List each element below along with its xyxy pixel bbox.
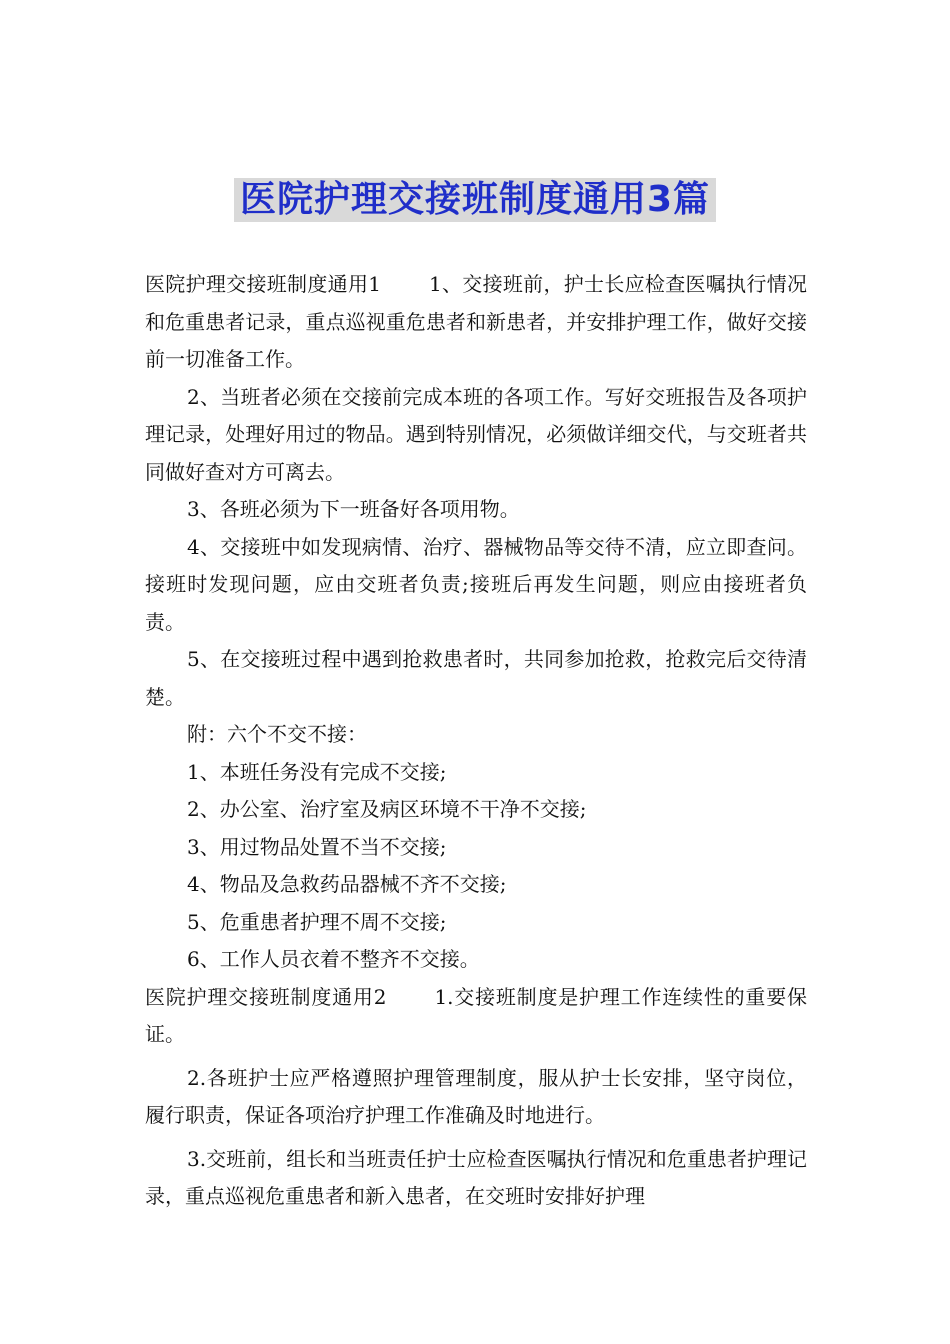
paragraph-appendix-item4: 4、物品及急救药品器械不齐不交接; (187, 872, 507, 896)
document-title: 医院护理交接班制度通用3篇 (234, 178, 716, 222)
paragraph-section2-item3: 3.交班前，组长和当班责任护士应检查医嘱执行情况和危重患者护理记录，重点巡视危重患者和新入患者，在交班时安排好护理 (145, 1146, 807, 1208)
paragraph-appendix-item5: 5、危重患者护理不周不交接; (187, 909, 447, 934)
paragraph-appendix-item3: 3、用过物品处置不当不交接; (187, 834, 447, 859)
paragraph-section1-item1 (145, 266, 807, 379)
section-heading-1: 医院护理交接班制度通用1 (145, 272, 381, 296)
paragraph-section2-item2: 2.各班护士应严格遵照护理管理制度，服从护士长安排，坚守岗位， 履行职责，保证各项治疗护理工作准确及时地进行。 (145, 1065, 807, 1127)
section-heading-2: 医院护理交接班制度通用2 (145, 984, 387, 1009)
title-container (0, 178, 950, 222)
document-body (145, 266, 807, 1216)
paragraph-section1-item4: 4、交接班中如发现病情、治疗、器械物品等交待不清，应立即查问。接班时发现问题，应由交班者负责;接班后再发生问题，则应由接班者负责。 (145, 534, 807, 634)
paragraph-appendix-item6: 6、工作人员衣着不整齐不交接。 (187, 947, 480, 971)
paragraph-section1-item2: 2、当班者必须在交接前完成本班的各项工作。写好交班报告及各项护理记录，处理好用过的物品。遇到特别情况，必须做详细交代，与交班者共同做好查对方可离去。 (145, 384, 807, 484)
paragraph-appendix-item2: 2、办公室、治疗室及病区环境不干净不交接; (187, 797, 587, 821)
paragraph-section1-item3: 3、各班必须为下一班备好各项用物。 (187, 497, 520, 521)
paragraph-text: 1、交接班前，护士长应检查医嘱执行情况和危重患者记录，重点巡视重危患者和新患者，并安排护理工作，做好交接前一切准备工作。 (145, 272, 807, 371)
paragraph-section2-item1 (145, 979, 807, 1054)
paragraph-text: 1.交接班制度是护理工作连续性的重要保证。 (145, 984, 807, 1046)
paragraph-appendix-item1: 1、本班任务没有完成不交接; (187, 759, 447, 784)
paragraph-appendix-heading: 附：六个不交不接： (187, 722, 367, 746)
paragraph-section1-item5: 5、在交接班过程中遇到抢救患者时，共同参加抢救，抢救完后交待清楚。 (145, 647, 807, 709)
